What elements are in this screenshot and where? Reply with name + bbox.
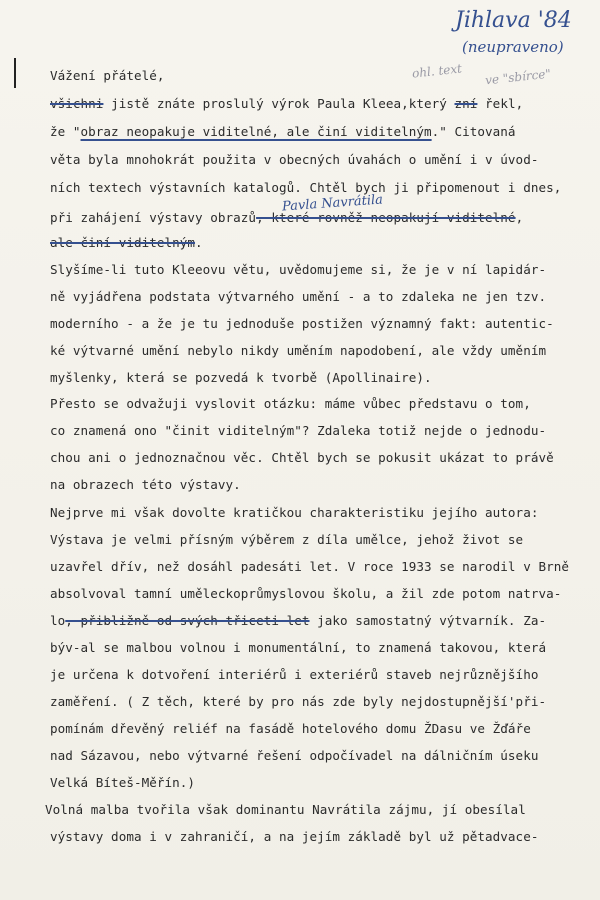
struck-text: , které rovněž neopakují viditelné [256, 210, 516, 225]
text-line: moderního - a že je tu jednoduše postižen významný fakt: autentic- [50, 316, 554, 331]
text-line: výstavy doma i v zahraničí, a na jejím základě byl už pětadvace- [50, 829, 539, 844]
margin-mark [14, 58, 16, 88]
pencil-note-1: ohl. text [411, 61, 463, 81]
struck-text: , přibližně od svých třiceti let [65, 613, 310, 628]
text-line: Nejprve mi však dovolte kratičkou charakteristiku jejího autora: [50, 505, 539, 520]
text-line: býv-al se malbou volnou i monumentální, to znamená takovou, která [50, 640, 547, 655]
text-line: Slyšíme-li tuto Kleeovu větu, uvědomujeme si, že je v ní lapidár- [50, 262, 547, 277]
text-line: při zahájení výstavy obrazů, které rovněž neopakují viditelné, [50, 210, 524, 225]
struck-text: všichni [50, 96, 104, 111]
text-line: chou ani o jednoznačnou věc. Chtěl bych se pokusit ukázat to právě [50, 450, 554, 465]
text-line: na obrazech této výstavy. [50, 477, 241, 492]
annotation-neupraveno: (neupraveno) [462, 38, 564, 56]
text-line: pomínám dřevěný reliéf na fasádě hotelového domu ŽDasu ve Žďáře [50, 721, 531, 736]
text-line: Volná malba tvořila však dominantu Navrátila zájmu, jí obesílal [45, 802, 526, 817]
text-line: věta byla mnohokrát použita v obecných úvahách o umění i v úvod- [50, 152, 539, 167]
text-line: Výstava je velmi přísným výběrem z díla umělce, jehož život se [50, 532, 524, 547]
annotation-jihlava: Jihlava '84 [455, 8, 572, 33]
text-line: ale činí viditelným. [50, 235, 203, 250]
text-line: zaměření. ( Z těch, které by pro nás zde byly nejdostupnější'při- [50, 694, 547, 709]
text-line: ně vyjádřena podstata výtvarného umění - a to zdaleka ne jen tzv. [50, 289, 547, 304]
text-line: uzavřel dřív, než dosáhl padesáti let. V roce 1933 se narodil v Brně [50, 559, 569, 574]
struck-text: zní [454, 96, 478, 111]
text-line: ních textech výstavních katalogů. Chtěl bych ji připomenout i dnes, [50, 180, 562, 195]
text-line: všichni jistě znáte proslulý výrok Paula Kleea,který zní řekl, [50, 96, 524, 111]
greeting: Vážení přátelé, [50, 68, 165, 83]
text-line: absolvoval tamní uměleckoprůmyslovou školu, a žil zde potom natrva- [50, 586, 562, 601]
struck-text: ale činí viditelným [50, 235, 196, 250]
inserted-name: Pavla Navrátila [281, 192, 384, 215]
text-line: nad Sázavou, nebo výtvarné řešení odpočívadel na dálničním úseku [50, 748, 539, 763]
text-line: Přesto se odvažuji vyslovit otázku: máme vůbec představu o tom, [50, 396, 531, 411]
text-line: lo, přibližně od svých třiceti let jako samostatný výtvarník. Za- [50, 613, 547, 628]
text-line: ké výtvarné umění nebylo nikdy uměním napodobení, ale vždy uměním [50, 343, 547, 358]
pencil-note-2: ve "sbírce" [484, 66, 552, 88]
underlined-quote: obraz neopakuje viditelné, ale činí viditelným [80, 124, 432, 139]
text-line: myšlenky, která se pozvedá k tvorbě (Apollinaire). [50, 370, 432, 385]
text-line: že "obraz neopakuje viditelné, ale činí viditelným." Citovaná [50, 124, 516, 139]
text-line: je určena k dotvoření interiérů i exteriérů staveb nejrůznějšího [50, 667, 539, 682]
text-line: co znamená ono "činit viditelným"? Zdaleka totiž nejde o jednodu- [50, 423, 547, 438]
text-line: Velká Bíteš-Měřín.) [50, 775, 196, 790]
